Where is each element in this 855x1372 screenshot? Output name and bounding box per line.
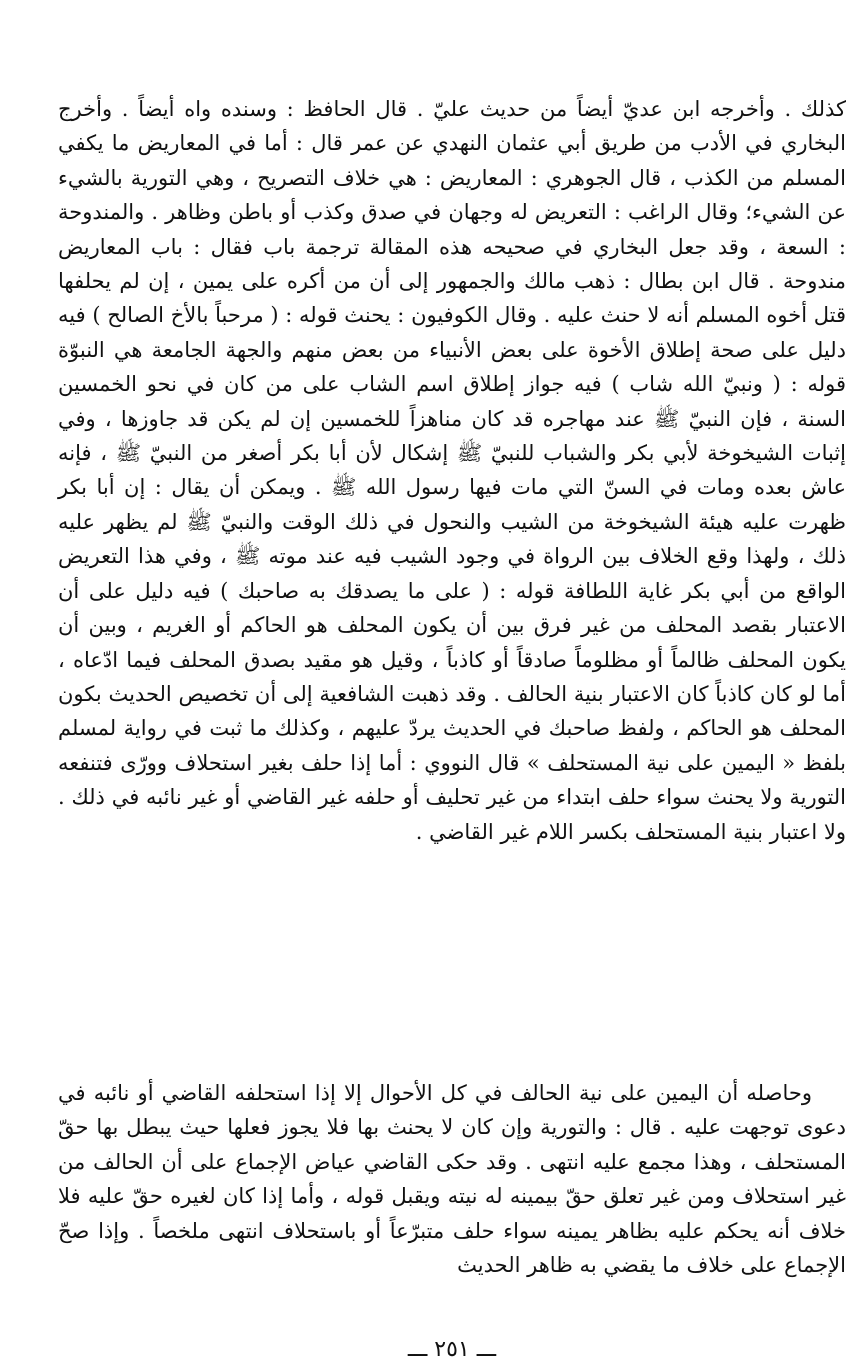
- paragraph-summary: وحاصله أن اليمين على نية الحالف في كل الأحوال إلا إذا استحلفه القاضي أو نائبه في دعوى توجهت عليه . قال : والتورية وإن كان لا يحنث بها فلا يجوز فعلها حيث يبطل بها حقّ المستحلف ، وهذا مجمع عليه انتهى . وقد حكى القاضي عياض الإجماع على أن الحالف من غير استحلاف ومن غير تعلق حقّ بيمينه له نيته ويقبل قوله ، وأما إذا كان لغيره حقّ عليه فلا خلاف أنه يحكم عليه بظاهر يمينه سواء حلف متبرّعاً أو باستحلاف انتهى ملخصاً . وإذا صحّ الإجماع على خلاف ما يقضي به ظاهر الحديث: [58, 1081, 846, 1278]
- paragraph-commentary: كذلك . وأخرجه ابن عديّ أيضاً من حديث عليّ . قال الحافظ : وسنده واه أيضاً . وأخرج البخاري في الأدب من طريق أبي عثمان النهدي عن عمر قال : أما في المعاريض ما يكفي المسلم من الكذب ، قال الجوهري : المعاريض : هي خلاف التصريح ، وهي التورية بالشيء عن الشيء؛ وقال الراغب : التعريض له وجهان في صدق وكذب أو باطن وظاهر . والمندوحة : السعة ، وقد جعل البخاري في صحيحه هذه المقالة ترجمة باب فقال : باب المعاريض مندوحة . قال ابن بطال : ذهب مالك والجمهور إلى أن من أكره على يمين ، إن لم يحلفها قتل أخوه المسلم أنه لا حنث عليه . وقال الكوفيون : يحنث قوله : ( مرحباً بالأخ الصالح ) فيه دليل على صحة إطلاق الأخوة على بعض الأنبياء من بعض منهم والجهة الجامعة هي النبوّة قوله : ( ونبيّ الله شاب ) فيه جواز إطلاق اسم الشاب على من كان في نحو الخمسين السنة ، فإن النبيّ ﷺ عند مهاجره قد كان مناهزاً للخمسين إن لم يكن قد جاوزها ، وفي إثبات الشيخوخة لأبي بكر والشباب للنبيّ ﷺ إشكال لأن أبا بكر أصغر من النبيّ ﷺ ، فإنه عاش بعده ومات في السنّ التي مات فيها رسول الله ﷺ . ويمكن أن يقال : إن أبا بكر ظهرت عليه هيئة الشيخوخة من الشيب والنحول في ذلك الوقت والنبيّ ﷺ لم يظهر عليه ذلك ، ولهذا وقع الخلاف بين الرواة في وجود الشيب فيه عند موته ﷺ ، وفي هذا التعريض الواقع من أبي بكر غاية اللطافة قوله : ( على ما يصدقك به صاحبك ) فيه دليل على أن الاعتبار بقصد المحلف من غير فرق بين أن يكون المحلف هو الحاكم أو الغريم ، وبين أن يكون المحلف ظالماً أو مظلوماً صادقاً أو كاذباً ، وقيل هو مقيد بصدق المحلف فيما ادّعاه ، أما لو كان كاذباً كان الاعتبار بنية الحالف . وقد ذهبت الشافعية إلى أن تخصيص الحديث بكون المحلف هو الحاكم ، ولفظ صاحبك في الحديث يردّ عليهم ، وكذلك ما ثبت في رواية لمسلم بلفظ « اليمين على نية المستحلف » قال النووي : أما إذا حلف بغير استحلاف وورّى فتنفعه التورية ولا يحنث سواء حلف ابتداء من غير تحليف أو حلفه غير القاضي أو غير نائبه في ذلك . ولا اعتبار بنية المستحلف بكسر اللام غير القاضي .: [58, 97, 846, 844]
- book-page: [58, 92, 846, 1362]
- page-number: ـــ ٢٥١ ـــ: [407, 1337, 497, 1362]
